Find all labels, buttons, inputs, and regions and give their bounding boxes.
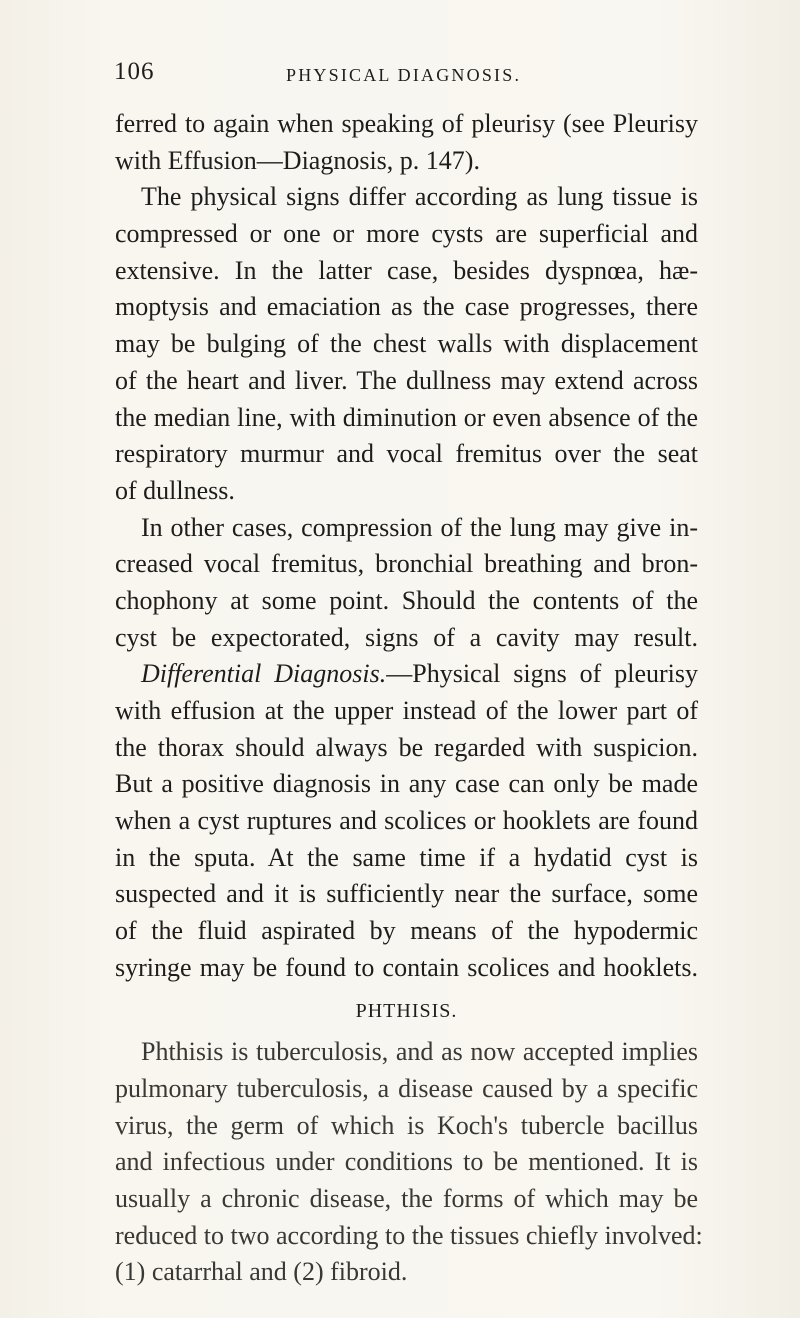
text-line: with Effusion—Diagnosis, p. 147). bbox=[115, 145, 480, 175]
text-line: (1) catarrhal and (2) fibroid. bbox=[115, 1257, 408, 1287]
text-line: ferred to again when speaking of pleurisy (see Pleurisy bbox=[115, 109, 698, 138]
differential-diagnosis-text: —Physical signs of pleurisy bbox=[386, 659, 698, 689]
text-line: compressed or one or more cysts are superficial and bbox=[115, 219, 698, 249]
text-line: reduced to two according to the tissues chiefly involved: bbox=[115, 1220, 703, 1250]
text-line: extensive. In the latter case, besides dyspnœa, hæ- bbox=[115, 255, 698, 285]
text-line: the thorax should always be regarded with suspicion. bbox=[115, 732, 698, 762]
text-line: moptysis and emaciation as the case progresses, there bbox=[115, 292, 698, 322]
text-line: in the sputa. At the same time if a hydatid cyst is bbox=[115, 842, 698, 872]
text-line: of dullness. bbox=[115, 475, 235, 505]
text-line: creased vocal fremitus, bronchial breathing and bron- bbox=[115, 549, 698, 579]
text-line: virus, the germ of which is Koch's tubercle bacillus bbox=[115, 1110, 698, 1140]
text-line: with effusion at the upper instead of the lower part of bbox=[115, 696, 698, 725]
text-line: pulmonary tuberculosis, a disease caused by a specific bbox=[115, 1073, 698, 1103]
text-line: syringe may be found to contain scolices and hooklets. bbox=[115, 952, 698, 982]
section-heading: PHTHISIS. bbox=[355, 999, 458, 1022]
text-line: of the fluid aspirated by means of the hypodermic bbox=[115, 916, 698, 946]
text-line: usually a chronic disease, the forms of which may be bbox=[115, 1183, 698, 1213]
text-line: and infectious under conditions to be mentioned. It is bbox=[115, 1147, 698, 1177]
text-line: chophony at some point. Should the contents of the bbox=[115, 585, 698, 615]
running-head: PHYSICAL DIAGNOSIS. bbox=[286, 65, 522, 85]
text-line: suspected and it is sufficiently near the surface, some bbox=[115, 879, 698, 909]
text-line: the median line, with diminution or even absence of the bbox=[115, 402, 698, 432]
text-line: of the heart and liver. The dullness may extend across bbox=[115, 365, 698, 395]
text-line: may be bulging of the chest walls with displacement bbox=[115, 329, 698, 359]
text-line: cyst be expectorated, signs of a cavity may result. bbox=[115, 622, 698, 652]
page-header bbox=[114, 58, 700, 90]
differential-diagnosis-label: Differential Diagnosis. bbox=[141, 659, 387, 689]
text-line: Phthisis is tuberculosis, and as now accepted implies bbox=[141, 1037, 698, 1067]
text-line: In other cases, compression of the lung may give in- bbox=[141, 512, 698, 542]
page-number: 106 bbox=[114, 58, 155, 85]
main-text bbox=[115, 106, 703, 1291]
text-line: The physical signs differ according as lung tissue is bbox=[141, 182, 698, 212]
differential-diagnosis-line bbox=[115, 656, 698, 693]
text-line: when a cyst ruptures and scolices or hooklets are found bbox=[115, 806, 698, 836]
text-line: But a positive diagnosis in any case can only be made bbox=[115, 769, 698, 799]
text-line: respiratory murmur and vocal fremitus over the seat bbox=[115, 439, 698, 469]
